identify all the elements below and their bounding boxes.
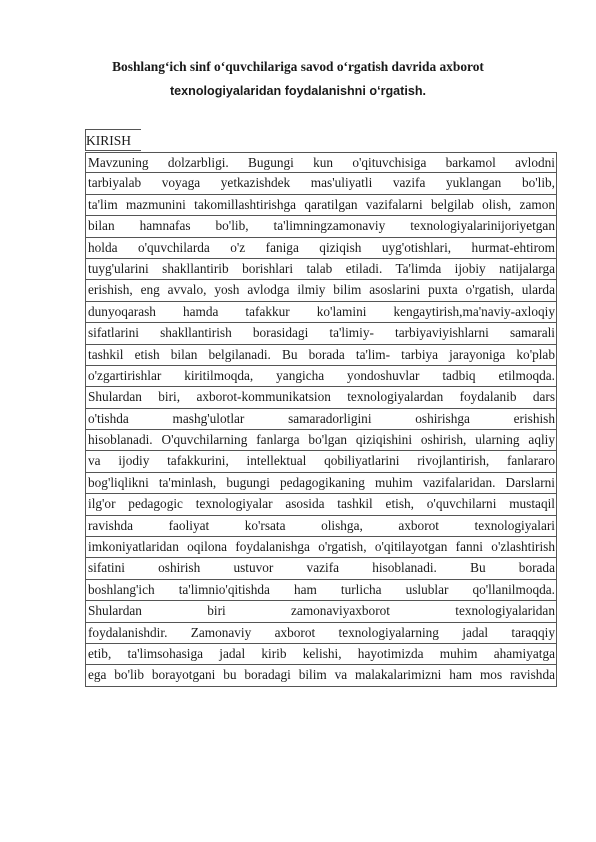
body-text-line: imkoniyatlaridan oqilona foydalanishga o'rgatish, o'qitilayotgan fanni o'zlashtirish bbox=[85, 537, 557, 558]
body-text-line: boshlang'ich ta'limnio'qitishda ham turlicha uslublar qo'llanilmoqda. bbox=[85, 580, 557, 601]
body-text-line: Mavzuning dolzarbligi. Bugungi kun o'qituvchisiga barkamol avlodni bbox=[85, 152, 557, 173]
body-text-line: tashkil etish bilan belgilanadi. Bu borada ta'lim- tarbiya jarayoniga ko'plab bbox=[85, 345, 557, 366]
body-text-line: ilg'or pedagogic texnologiyalar asosida tashkil etish, o'quvchilarni mustaqil bbox=[85, 494, 557, 515]
section-heading: KIRISH bbox=[85, 129, 141, 151]
body-text-line: ega bo'lib borayotgani bu boradagi bilim va malakalarimizni ham mos ravishda bbox=[85, 665, 557, 686]
body-text-line: sifatini oshirish ustuvor vazifa hisoblanadi. Bu borada bbox=[85, 558, 557, 579]
body-text-line: erishish, eng avvalo, yosh avlodga ilmiy bilim asoslarini puxta o'rgatish, ularda bbox=[85, 280, 557, 301]
body-text-line: tarbiyalab voyaga yetkazishdek mas'uliyatli vazifa yuklangan bo'lib, bbox=[85, 173, 557, 194]
body-text-line: bilan hamnafas bo'lib, ta'limningzamonaviy texnologiyalarinijoriyetgan bbox=[85, 216, 557, 237]
body-text-line: hisoblanadi. O'quvchilarning fanlarga bo'lgan qiziqishini oshirish, ularning aqliy bbox=[85, 430, 557, 451]
body-text-line: ravishda faoliyat ko'rsata olishga, axborot texnologiyalari bbox=[85, 516, 557, 537]
body-text-line: o'zgartirishlar kiritilmoqda, yangicha yondoshuvlar tadbiq etilmoqda. bbox=[85, 366, 557, 387]
body-text-line: etib, ta'limsohasiga jadal kirib kelishi, hayotimizda muhim ahamiyatga bbox=[85, 644, 557, 665]
body-text-line: Shulardan biri, axborot-kommunikatsion texnologiyalardan foydalanib dars bbox=[85, 387, 557, 408]
body-text-line: ta'lim mazmunini takomillashtirishga qaratilgan vazifalarni belgilab olish, zamon bbox=[85, 195, 557, 216]
body-text-line: Shulardan biri zamonaviyaxborot texnologiyalaridan bbox=[85, 601, 557, 622]
body-text-line: dunyoqarash hamda tafakkur ko'lamini kengaytirish,ma'naviy-axloqiy bbox=[85, 302, 557, 323]
body-text-line: o'tishda mashg'ulotlar samaradorligini oshirishga erishish bbox=[85, 409, 557, 430]
body-text-line: foydalanishdir. Zamonaviy axborot texnologiyalarning jadal taraqqiy bbox=[85, 623, 557, 644]
body-text-line: sifatlarini shakllantirish borasidagi ta'limiy- tarbiyaviyishlarni samarali bbox=[85, 323, 557, 344]
body-text-line: tuyg'ularini shakllantirib borishlari talab etiladi. Ta'limda ijobiy natijalarga bbox=[85, 259, 557, 280]
body-text-line: va ijodiy tafakkurini, intellektual qobiliyatlarini rivojlantirish, fanlararo bbox=[85, 451, 557, 472]
document-title-line-1: Boshlang‘ich sinf o‘quvchilariga savod o‘rgatish davrida axborot bbox=[112, 59, 484, 74]
body-text bbox=[85, 152, 557, 687]
body-text-line: holda o'quvchilarda o'z faniga qiziqish uyg'otishlari, hurmat-ehtirom bbox=[85, 238, 557, 259]
body-text-line: bog'liqlikni ta'minlash, bugungi pedagogikaning muhim vazifalaridan. Darslarni bbox=[85, 473, 557, 494]
document-title-line-2: texnologiyalaridan foydalanishni o‘rgatish. bbox=[169, 84, 427, 98]
